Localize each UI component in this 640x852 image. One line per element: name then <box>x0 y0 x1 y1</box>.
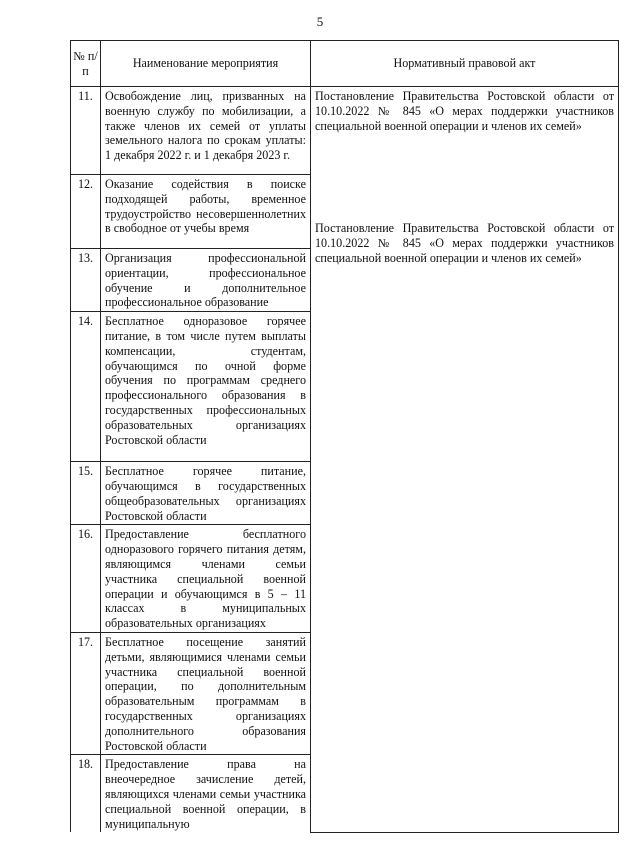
row-number: 13. <box>71 249 101 312</box>
row-number: 16. <box>71 525 101 633</box>
measure-name: Организация профессиональной ориентации, профессиональное обучение и дополнительное профессиональное образование <box>101 249 311 312</box>
measure-name: Бесплатное одноразовое горячее питание, в том числе путем выплаты компенсации, студентам, обучающимся по очной форме обучения по программам среднего профессионального образования в государственных профессиональных образовательных организациях Ростовской области <box>101 312 311 462</box>
row-number: 12. <box>71 175 101 249</box>
header-act: Нормативный правовой акт <box>311 41 619 87</box>
measure-name: Бесплатное посещение занятий детьми, являющимися членами семьи участника специальной военной операции, по дополнительным образовательным программам в государственных организациях дополнительного образования Ростовской области <box>101 632 311 754</box>
row-number: 11. <box>71 87 101 175</box>
page-number: 5 <box>316 14 324 29</box>
row-number: 18. <box>71 755 101 832</box>
legal-act-cell <box>311 87 619 833</box>
measure-name: Предоставление права на внеочередное зачисление детей, являющихся членами семьи участника специальной военной операции, в муниципальную <box>101 755 311 832</box>
header-num: № п/п <box>71 41 101 87</box>
row-number: 14. <box>71 312 101 462</box>
legal-act-text: Постановление Правительства Ростовской области от 10.10.2022 № 845 «О мерах поддержки участников специальной военной операции и членов их семей» <box>315 221 614 265</box>
row-number: 17. <box>71 632 101 754</box>
measure-name: Освобождение лиц, призванных на военную службу по мобилизации, а также членов их семей от уплаты земельного налога по срокам уплаты: 1 декабря 2022 г. и 1 декабря 2023 г. <box>101 87 311 175</box>
header-name: Наименование мероприятия <box>101 41 311 87</box>
measure-name: Бесплатное горячее питание, обучающимся в государственных общеобразовательных организациях Ростовской области <box>101 462 311 525</box>
table-row <box>71 87 619 175</box>
row-number: 15. <box>71 462 101 525</box>
measure-name: Оказание содействия в поиске подходящей работы, временное трудоустройство несовершеннолетних в свободное от учебы время <box>101 175 311 249</box>
legal-act-text: Постановление Правительства Ростовской области от 10.10.2022 № 845 «О мерах поддержки участников специальной военной операции и членов их семей» <box>315 89 614 133</box>
measure-name: Предоставление бесплатного одноразового горячего питания детям, являющимся членами семьи участника специальной военной операции и обучающимся в 5 – 11 классах в муниципальных образовательных организациях <box>101 525 311 633</box>
measures-table <box>70 40 619 833</box>
